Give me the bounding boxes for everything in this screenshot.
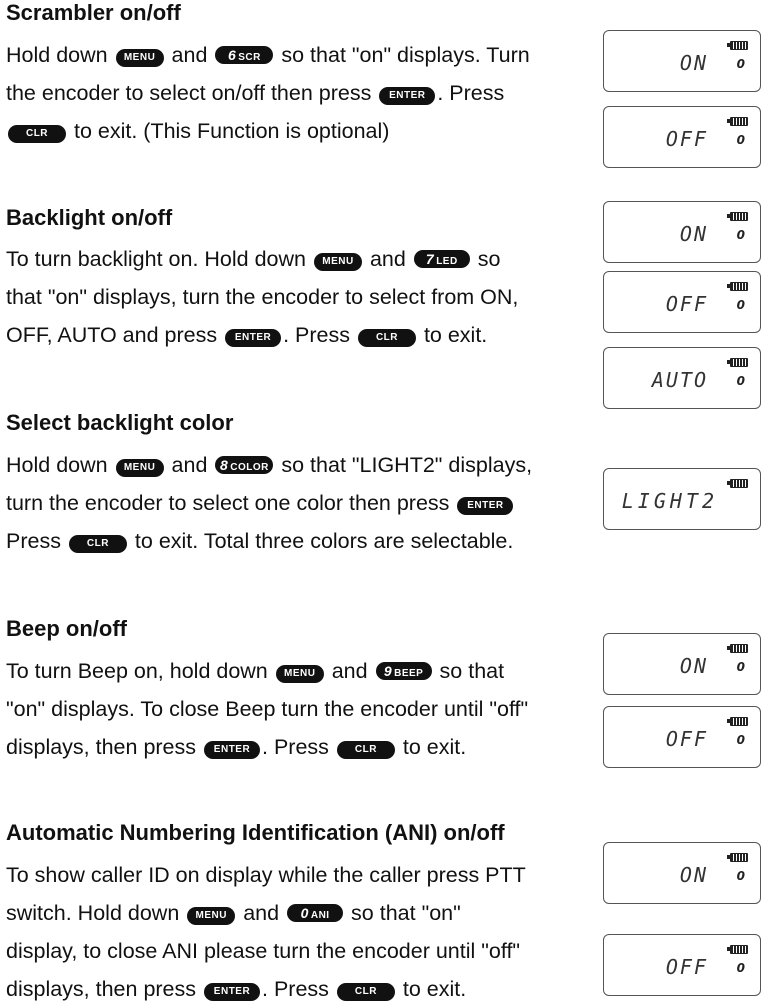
lcd-display-scrambler-off [603, 106, 761, 168]
section-heading-scrambler: Scrambler on/off [6, 0, 181, 25]
text-line: To show caller ID on display while the caller press PTT [6, 863, 526, 887]
battery-icon [730, 479, 748, 488]
key-menu-icon: MENU [116, 459, 164, 477]
key-enter-icon: ENTER [457, 497, 513, 515]
key-scr-icon: 6 SCR [215, 46, 273, 64]
text-line: CLR to exit. (This Function is optional) [6, 112, 530, 150]
lcd-display-backlight-on [603, 201, 761, 263]
battery-icon [730, 117, 748, 126]
lcd-text: ON [679, 222, 708, 246]
lcd-text: OFF [665, 292, 708, 316]
key-menu-icon: MENU [187, 907, 235, 925]
section-body-backlight [6, 240, 518, 354]
key-beep-icon: 9 BEEP [376, 662, 432, 680]
lcd-text: LIGHT2 [621, 489, 718, 513]
lcd-indicator: 0 [736, 869, 745, 883]
text-line: Hold down MENU and 6 SCR so that "on" displays. Turn [6, 43, 530, 67]
lcd-text: ON [679, 654, 708, 678]
lcd-indicator: 0 [736, 133, 745, 147]
key-ani-icon: 0 ANI [287, 904, 343, 922]
section-heading-ani: Automatic Numbering Identification (ANI) on/off [6, 820, 505, 845]
lcd-indicator: 0 [736, 228, 745, 242]
key-clr-icon: CLR [8, 125, 66, 143]
key-led-icon: 7 LED [414, 250, 470, 268]
lcd-text: OFF [665, 955, 708, 979]
text-line: To turn backlight on. Hold down MENU and 7 LED so [6, 247, 501, 271]
text-line: Press CLR to exit. Total three colors are selectable. [6, 529, 514, 553]
lcd-indicator: 0 [736, 660, 745, 674]
text-line: switch. Hold down MENU and 0 ANI so that "on" [6, 901, 461, 925]
lcd-display-beep-on [603, 633, 761, 695]
key-menu-icon: MENU [276, 665, 324, 683]
key-clr-icon: CLR [337, 983, 395, 1001]
text-line: To turn Beep on, hold down MENU and 9 BEEP so that [6, 659, 505, 683]
key-clr-icon: CLR [337, 741, 395, 759]
lcd-text: OFF [665, 727, 708, 751]
section-body-ani [6, 856, 526, 1008]
battery-icon [730, 41, 748, 50]
key-clr-icon: CLR [358, 329, 416, 347]
text-line: OFF, AUTO and press ENTER . Press CLR to exit. [6, 323, 488, 347]
key-enter-icon: ENTER [204, 741, 260, 759]
lcd-text: OFF [665, 127, 708, 151]
key-clr-icon: CLR [69, 535, 127, 553]
key-enter-icon: ENTER [204, 983, 260, 1001]
text-line: that "on" displays, turn the encoder to select from ON, [6, 285, 519, 309]
key-menu-icon: MENU [314, 253, 362, 271]
text-line: display, to close ANI please turn the encoder until "off" [6, 939, 521, 963]
lcd-text: ON [679, 863, 708, 887]
lcd-display-backlight-auto [603, 347, 761, 409]
lcd-display-ani-off [603, 934, 761, 996]
battery-icon [730, 853, 748, 862]
lcd-display-beep-off [603, 706, 761, 768]
battery-icon [730, 212, 748, 221]
battery-icon [730, 358, 748, 367]
section-body-backlight-color [6, 446, 532, 560]
lcd-indicator: 0 [736, 961, 745, 975]
text-line: "on" displays. To close Beep turn the encoder until "off" [6, 697, 529, 721]
battery-icon [730, 945, 748, 954]
key-enter-icon: ENTER [379, 87, 435, 105]
section-heading-backlight: Backlight on/off [6, 205, 173, 230]
text-line: turn the encoder to select one color then press ENTER [6, 484, 532, 522]
key-menu-icon: MENU [116, 49, 164, 67]
lcd-indicator: 0 [736, 57, 745, 71]
lcd-indicator: 0 [736, 374, 745, 388]
lcd-display-ani-on [603, 842, 761, 904]
lcd-display-backlight-off [603, 271, 761, 333]
section-body-scrambler [6, 36, 530, 150]
key-color-icon: 8 COLOR [215, 456, 273, 474]
battery-icon [730, 644, 748, 653]
battery-icon [730, 282, 748, 291]
lcd-display-scrambler-on [603, 30, 761, 92]
section-heading-backlight-color: Select backlight color [6, 410, 234, 435]
key-enter-icon: ENTER [225, 329, 281, 347]
lcd-text: AUTO [651, 368, 708, 392]
text-line: Hold down MENU and 8 COLOR so that "LIGHT2" displays, [6, 453, 533, 477]
text-line: displays, then press ENTER . Press CLR to exit. [6, 977, 467, 1001]
lcd-indicator: 0 [736, 298, 745, 312]
text-line: the encoder to select on/off then press ENTER . Press [6, 81, 505, 105]
battery-icon [730, 717, 748, 726]
text-line: displays, then press ENTER . Press CLR to exit. [6, 735, 467, 759]
lcd-indicator: 0 [736, 733, 745, 747]
lcd-display-light2 [603, 468, 761, 530]
lcd-text: ON [679, 51, 708, 75]
section-body-beep [6, 652, 528, 766]
section-heading-beep: Beep on/off [6, 616, 127, 641]
